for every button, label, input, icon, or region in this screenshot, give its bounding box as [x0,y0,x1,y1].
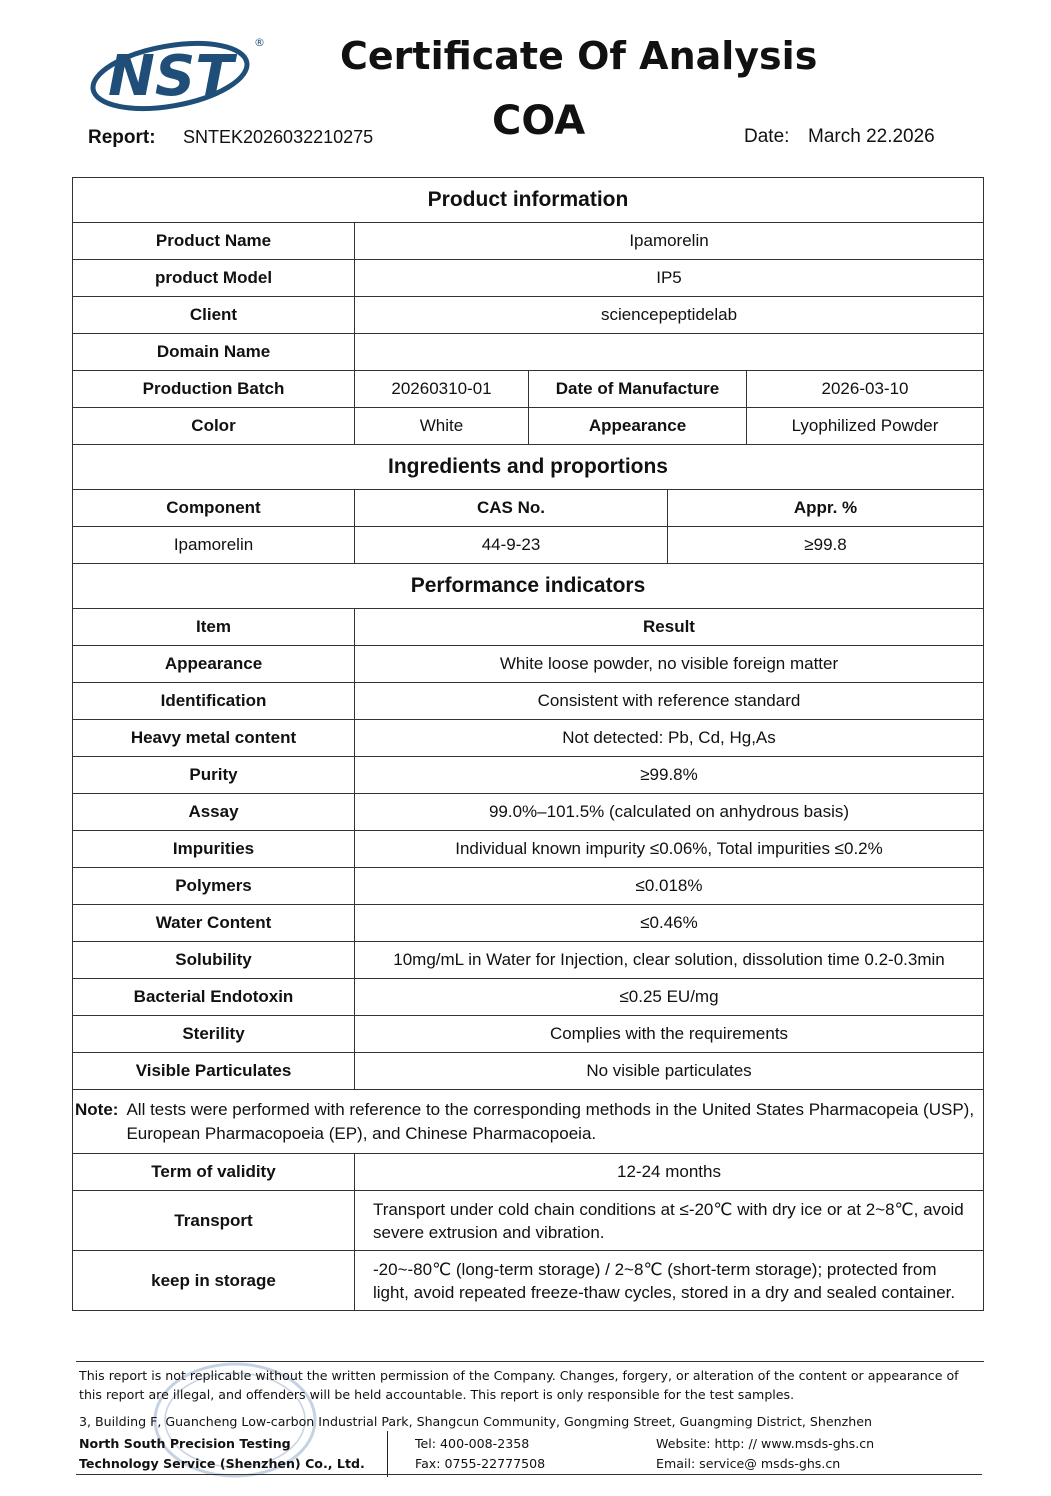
test-item: Bacterial Endotoxin [73,979,355,1016]
performance-heading: Performance indicators [73,564,984,609]
table-row [73,868,984,905]
color-label: Color [73,408,355,445]
test-result: Not detected: Pb, Cd, Hg,As [355,720,984,757]
table-row [73,979,984,1016]
fax-text: Fax: 0755-22777508 [415,1456,546,1471]
test-result: 99.0%–101.5% (calculated on anhydrous basis) [355,794,984,831]
test-item: Visible Particulates [73,1053,355,1090]
table-row [73,1191,984,1251]
test-result: ≤0.46% [355,905,984,942]
document-subtitle: COA [492,98,586,144]
tel-text: Tel: 400-008-2358 [415,1436,530,1451]
column-header: Appr. % [668,490,984,527]
table-row [73,260,984,297]
table-row [73,720,984,757]
test-item: Heavy metal content [73,720,355,757]
product-name-label: Product Name [73,223,355,260]
product-info-heading: Product information [73,178,984,223]
test-item: Assay [73,794,355,831]
company-name [79,1434,365,1474]
test-item: Identification [73,683,355,720]
note-label: Note: [75,1099,119,1119]
footer-separator [387,1431,388,1477]
test-item: Purity [73,757,355,794]
table-row [73,334,984,371]
proportion-value: ≥99.8 [668,527,984,564]
nst-logo [88,32,268,116]
column-header: Item [73,609,355,646]
appearance-value: Lyophilized Powder [747,408,984,445]
column-header: Result [355,609,984,646]
svg-text:®: ® [254,36,265,49]
svg-text:NST: NST [108,44,234,109]
report-number: SNTEK2026032210275 [183,127,374,147]
table-row [73,831,984,868]
disclaimer-text: This report is not replicable without the written permission of the Company. Changes, forgery, or alteration of the content or appearance of this report are illegal, and offenders will be held accountable. This report is only responsible for the test samples. [79,1368,959,1402]
test-result: No visible particulates [355,1053,984,1090]
storage-value: -20~-80℃ (long-term storage) / 2~8℃ (short-term storage); protected from light, avoid repeated freeze-thaw cycles, stored in a dry and sealed container. [355,1251,984,1311]
domain-name-value [355,334,984,371]
table-row [73,490,984,527]
client-label: Client [73,297,355,334]
document-title: Certificate Of Analysis [340,34,818,78]
component-value: Ipamorelin [73,527,355,564]
table-row [73,297,984,334]
test-item: Water Content [73,905,355,942]
test-result: 10mg/mL in Water for Injection, clear solution, dissolution time 0.2-0.3min [355,942,984,979]
appearance-label: Appearance [529,408,747,445]
table-row [73,905,984,942]
batch-label: Production Batch [73,371,355,408]
validity-value: 12-24 months [355,1154,984,1191]
table-row [73,223,984,260]
test-item: Sterility [73,1016,355,1053]
date-label: Date: [744,126,790,147]
test-result: ≤0.25 EU/mg [355,979,984,1016]
cas-value: 44-9-23 [355,527,668,564]
client-value: sciencepeptidelab [355,297,984,334]
report-date: March 22.2026 [808,126,935,147]
table-row [73,1016,984,1053]
manufacture-date-label: Date of Manufacture [529,371,747,408]
validity-label: Term of validity [73,1154,355,1191]
note-text: All tests were performed with reference to the corresponding methods in the United States Pharmacopeia (USP), European Pharmacopoeia (EP), and Chinese Pharmacopoeia. [126,1099,975,1143]
company-name-line2: Technology Service (Shenzhen) Co., Ltd. [79,1456,365,1471]
color-value: White [355,408,529,445]
product-model-label: product Model [73,260,355,297]
test-item: Polymers [73,868,355,905]
domain-name-label: Domain Name [73,334,355,371]
table-row [73,1154,984,1191]
company-address: 3, Building F, Guancheng Low-carbon Industrial Park, Shangcun Community, Gongming Street, Guangming District, Shenzhen [79,1414,872,1429]
table-row [73,371,984,408]
table-row [73,1251,984,1311]
table-row [73,683,984,720]
email-text: Email: service@ msds-ghs.cn [656,1456,841,1471]
table-row [73,609,984,646]
report-label: Report: [88,127,156,148]
product-name-value: Ipamorelin [355,223,984,260]
test-item: Impurities [73,831,355,868]
table-row [73,527,984,564]
website-text: Website: http: // www.msds-ghs.cn [656,1436,875,1451]
table-row [73,646,984,683]
manufacture-date-value: 2026-03-10 [747,371,984,408]
test-result: White loose powder, no visible foreign matter [355,646,984,683]
note-row [73,1090,984,1154]
transport-label: Transport [73,1191,355,1251]
test-item: Appearance [73,646,355,683]
table-row [73,408,984,445]
column-header: CAS No. [355,490,668,527]
coa-table [72,177,984,1311]
test-result: Complies with the requirements [355,1016,984,1053]
table-row [73,942,984,979]
column-header: Component [73,490,355,527]
test-item: Solubility [73,942,355,979]
test-result: ≥99.8% [355,757,984,794]
storage-label: keep in storage [73,1251,355,1311]
test-result: Individual known impurity ≤0.06%, Total impurities ≤0.2% [355,831,984,868]
ingredients-heading: Ingredients and proportions [73,445,984,490]
table-row [73,757,984,794]
transport-value: Transport under cold chain conditions at ≤-20℃ with dry ice or at 2~8℃, avoid severe extrusion and vibration. [355,1191,984,1251]
footer-bottom-line [76,1474,982,1475]
company-name-line1: North South Precision Testing [79,1436,291,1451]
product-model-value: IP5 [355,260,984,297]
test-result: ≤0.018% [355,868,984,905]
batch-value: 20260310-01 [355,371,529,408]
test-result: Consistent with reference standard [355,683,984,720]
table-row [73,794,984,831]
table-row [73,1053,984,1090]
